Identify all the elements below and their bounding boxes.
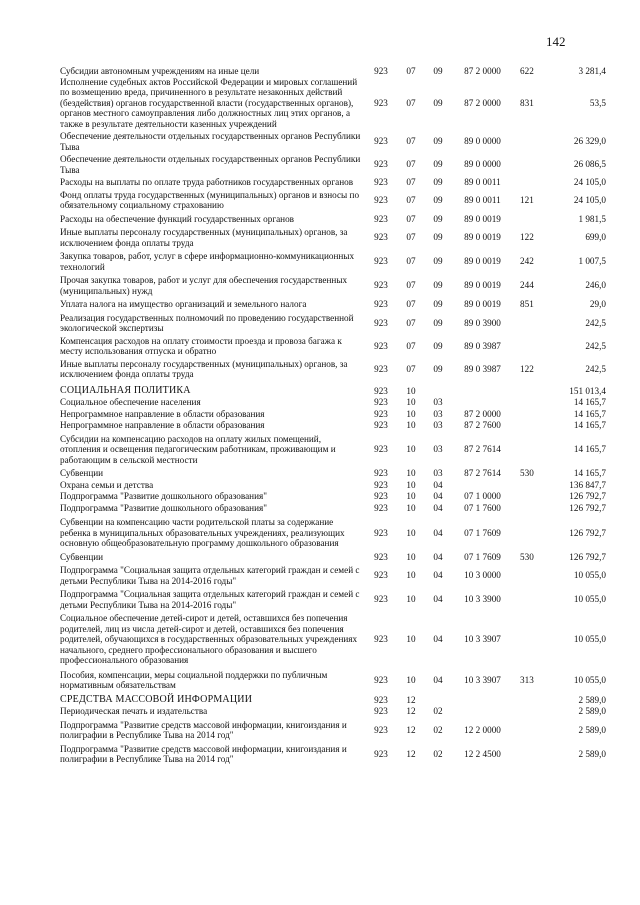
pr-code: 04 xyxy=(433,674,443,685)
item-name: Охрана семьи и детства xyxy=(60,479,154,490)
item-name: Подпрограмма "Социальная защита отдельных категорий граждан и семей с детьми Республики Тыва на 2014-2016 годы" xyxy=(60,589,360,610)
ved-code: 923 xyxy=(374,177,388,187)
cs-code: 89 0 3900 xyxy=(464,317,501,328)
rz-code: 10 xyxy=(406,551,416,562)
item-name: Пособия, компенсации, меры социальной поддержки по публичным нормативным обязательствам xyxy=(60,669,328,690)
page-number: 142 xyxy=(546,34,566,49)
pr-code: 03 xyxy=(433,420,443,430)
ved-code: 923 xyxy=(374,674,388,685)
cs-code: 89 0 0019 xyxy=(464,256,501,267)
rz-code: 07 xyxy=(406,256,416,267)
ved-code: 923 xyxy=(374,694,388,705)
table-row xyxy=(60,359,606,380)
ved-code: 923 xyxy=(374,444,388,454)
rz-code: 07 xyxy=(406,66,416,76)
ved-code: 923 xyxy=(374,340,388,351)
pr-code: 09 xyxy=(433,256,443,267)
ved-code: 923 xyxy=(374,136,388,147)
cs-code: 87 2 7614 xyxy=(464,444,501,454)
table-row xyxy=(60,720,606,741)
item-name: Периодическая печать и издательства xyxy=(60,706,208,716)
ved-code: 923 xyxy=(374,748,388,759)
table-row xyxy=(60,613,606,666)
rz-code: 10 xyxy=(406,570,416,581)
ved-code: 923 xyxy=(374,280,388,291)
pr-code: 04 xyxy=(433,491,443,501)
item-name: Социальное обеспечение детей-сирот и детей, оставшихся без попечения родителей, лиц из числа детей-сирот и детей, оставшихся без попечения родителей, обучающихся в государственных образовательных учреждениях начального, среднего профессионального образования и высшего профессионального образования xyxy=(60,613,358,665)
pr-code: 09 xyxy=(433,213,443,224)
amount: 242,5 xyxy=(585,340,606,351)
rz-code: 07 xyxy=(406,159,416,170)
item-name: Субсидии автономным учреждениям на иные цели xyxy=(60,66,260,76)
rz-code: 07 xyxy=(406,317,416,328)
ved-code: 923 xyxy=(374,397,388,407)
pr-code: 04 xyxy=(433,570,443,581)
amount: 24 105,0 xyxy=(573,177,606,187)
table-row xyxy=(60,565,606,586)
amount: 151 013,4 xyxy=(569,385,606,396)
item-name: Подпрограмма "Развитие дошкольного образования" xyxy=(60,491,267,501)
cs-code: 10 3 3900 xyxy=(464,594,501,605)
rz-code: 12 xyxy=(406,724,416,735)
section-row xyxy=(60,695,606,706)
amount: 14 165,7 xyxy=(573,420,606,430)
table-row xyxy=(60,313,606,334)
pr-code: 09 xyxy=(433,280,443,291)
rz-code: 07 xyxy=(406,232,416,243)
cs-code: 89 0 0019 xyxy=(464,213,501,224)
cs-code: 89 0 0000 xyxy=(464,159,501,170)
amount: 14 165,7 xyxy=(573,397,606,407)
vr-code: 122 xyxy=(520,232,534,243)
table-row xyxy=(60,744,606,765)
ved-code: 923 xyxy=(374,213,388,224)
item-name: СРЕДСТВА МАССОВОЙ ИНФОРМАЦИИ xyxy=(60,693,253,705)
cs-code: 07 1 7600 xyxy=(464,502,501,513)
amount: 242,5 xyxy=(585,317,606,328)
amount: 10 055,0 xyxy=(573,674,606,685)
ved-code: 923 xyxy=(374,299,388,309)
cs-code: 89 0 0011 xyxy=(464,194,501,205)
cs-code: 10 3 3907 xyxy=(464,674,501,685)
item-name: Субвенции xyxy=(60,468,104,478)
ved-code: 923 xyxy=(374,594,388,605)
ved-code: 923 xyxy=(374,706,388,716)
section-row xyxy=(60,386,606,397)
rz-code: 12 xyxy=(406,706,416,716)
ved-code: 923 xyxy=(374,502,388,513)
ved-code: 923 xyxy=(374,194,388,205)
amount: 14 165,7 xyxy=(573,444,606,454)
rz-code: 10 xyxy=(406,674,416,685)
rz-code: 10 xyxy=(406,634,416,644)
cs-code: 89 0 0011 xyxy=(464,177,501,187)
cs-code: 87 2 0000 xyxy=(464,66,501,76)
pr-code: 03 xyxy=(433,397,443,407)
cs-code: 89 0 0019 xyxy=(464,299,501,309)
table-row xyxy=(60,491,606,502)
amount: 126 792,7 xyxy=(569,551,606,562)
item-name: Закупка товаров, работ, услуг в сфере информационно-коммуникационных технологий xyxy=(60,251,355,272)
rz-code: 07 xyxy=(406,177,416,187)
rz-code: 10 xyxy=(406,420,416,430)
amount: 246,0 xyxy=(585,280,606,291)
amount: 126 792,7 xyxy=(569,491,606,501)
ved-code: 923 xyxy=(374,491,388,501)
cs-code: 10 3 0000 xyxy=(464,570,501,581)
amount: 126 792,7 xyxy=(569,502,606,513)
amount: 10 055,0 xyxy=(573,594,606,605)
vr-code: 622 xyxy=(520,66,534,76)
vr-code: 851 xyxy=(520,299,534,309)
ved-code: 923 xyxy=(374,479,388,490)
pr-code: 04 xyxy=(433,634,443,644)
cs-code: 87 2 0000 xyxy=(464,408,501,419)
item-name: Субвенции xyxy=(60,551,104,562)
pr-code: 09 xyxy=(433,159,443,170)
table-row xyxy=(60,706,606,717)
cs-code: 07 1 7609 xyxy=(464,527,501,538)
item-name: Расходы на выплаты по оплате труда работников государственных органов xyxy=(60,177,354,187)
pr-code: 09 xyxy=(433,66,443,76)
table-row xyxy=(60,214,606,225)
rz-code: 07 xyxy=(406,136,416,147)
amount: 26 086,5 xyxy=(573,159,606,170)
item-name: Непрограммное направление в области образования xyxy=(60,420,265,430)
vr-code: 530 xyxy=(520,468,534,478)
rz-code: 07 xyxy=(406,213,416,224)
item-name: Обеспечение деятельности отдельных государственных органов Республики Тыва xyxy=(60,131,361,152)
table-row xyxy=(60,434,606,466)
amount: 14 165,7 xyxy=(573,468,606,478)
ved-code: 923 xyxy=(374,159,388,170)
item-name: СОЦИАЛЬНАЯ ПОЛИТИКА xyxy=(60,384,191,396)
amount: 10 055,0 xyxy=(573,634,606,644)
table-row xyxy=(60,275,606,296)
vr-code: 122 xyxy=(520,363,534,374)
vr-code: 244 xyxy=(520,280,534,291)
ved-code: 923 xyxy=(374,570,388,581)
ved-code: 923 xyxy=(374,232,388,243)
ved-code: 923 xyxy=(374,420,388,430)
amount: 1 981,5 xyxy=(578,213,606,224)
rz-code: 10 xyxy=(406,397,416,407)
item-name: Подпрограмма "Развитие средств массовой информации, книгоиздания и полиграфии в Республике Тыва на 2014 год" xyxy=(60,719,347,740)
ved-code: 923 xyxy=(374,634,388,644)
cs-code: 10 3 3907 xyxy=(464,634,501,644)
amount: 2 589,0 xyxy=(578,706,606,716)
ved-code: 923 xyxy=(374,408,388,419)
amount: 24 105,0 xyxy=(573,194,606,205)
pr-code: 09 xyxy=(433,317,443,328)
ved-code: 923 xyxy=(374,551,388,562)
item-name: Социальное обеспечение населения xyxy=(60,397,201,407)
table-row xyxy=(60,154,606,175)
table-row xyxy=(60,251,606,272)
vr-code: 121 xyxy=(520,194,534,205)
ved-code: 923 xyxy=(374,97,388,108)
pr-code: 09 xyxy=(433,232,443,243)
rz-code: 10 xyxy=(406,444,416,454)
budget-table xyxy=(60,66,606,765)
amount: 242,5 xyxy=(585,363,606,374)
rz-code: 10 xyxy=(406,468,416,478)
pr-code: 09 xyxy=(433,177,443,187)
ved-code: 923 xyxy=(374,317,388,328)
item-name: Реализация государственных полномочий по проведению государственной экологической экспертизы xyxy=(60,312,354,333)
cs-code: 12 2 0000 xyxy=(464,724,501,735)
item-name: Обеспечение деятельности отдельных государственных органов Республики Тыва xyxy=(60,154,361,175)
table-row xyxy=(60,336,606,357)
amount: 1 007,5 xyxy=(578,256,606,267)
amount: 53,5 xyxy=(589,97,606,108)
rz-code: 10 xyxy=(406,491,416,501)
rz-code: 07 xyxy=(406,97,416,108)
rz-code: 07 xyxy=(406,194,416,205)
cs-code: 07 1 7609 xyxy=(464,551,501,562)
item-name: Подпрограмма "Развитие средств массовой информации, книгоиздания и полиграфии в Республике Тыва на 2014 год" xyxy=(60,743,347,764)
cs-code: 89 0 0019 xyxy=(464,280,501,291)
pr-code: 09 xyxy=(433,136,443,147)
ved-code: 923 xyxy=(374,724,388,735)
amount: 10 055,0 xyxy=(573,570,606,581)
table-row xyxy=(60,480,606,491)
pr-code: 09 xyxy=(433,299,443,309)
ved-code: 923 xyxy=(374,468,388,478)
item-name: Подпрограмма "Социальная защита отдельных категорий граждан и семей с детьми Республики Тыва на 2014-2016 годы" xyxy=(60,565,360,586)
rz-code: 10 xyxy=(406,408,416,419)
pr-code: 04 xyxy=(433,551,443,562)
amount: 3 281,4 xyxy=(578,66,606,76)
item-name: Субвенции на компенсацию части родительской платы за содержание ребенка в муниципальных образовательных учреждениях, реализующих основную общеобразовательную программу дошкольного образования xyxy=(60,517,345,548)
table-row xyxy=(60,517,606,549)
rz-code: 10 xyxy=(406,502,416,513)
rz-code: 10 xyxy=(406,527,416,538)
cs-code: 89 0 3987 xyxy=(464,363,501,374)
amount: 136 847,7 xyxy=(569,479,606,490)
table-row xyxy=(60,503,606,514)
pr-code: 02 xyxy=(433,706,443,716)
rz-code: 07 xyxy=(406,340,416,351)
pr-code: 09 xyxy=(433,340,443,351)
rz-code: 12 xyxy=(406,748,416,759)
pr-code: 03 xyxy=(433,468,443,478)
vr-code: 313 xyxy=(520,674,534,685)
table-row xyxy=(60,670,606,691)
rz-code: 12 xyxy=(406,694,416,705)
ved-code: 923 xyxy=(374,363,388,374)
table-row xyxy=(60,409,606,420)
table-row xyxy=(60,66,606,77)
table-row xyxy=(60,468,606,479)
item-name: Компенсация расходов на оплату стоимости проезда и провоза багажа к месту использования отпуска и обратно xyxy=(60,335,342,356)
item-name: Уплата налога на имущество организаций и земельного налога xyxy=(60,299,307,309)
pr-code: 03 xyxy=(433,444,443,454)
pr-code: 09 xyxy=(433,194,443,205)
amount: 14 165,7 xyxy=(573,408,606,419)
item-name: Иные выплаты персоналу государственных (муниципальных) органов, за исключением фонда оплаты труда xyxy=(60,358,348,379)
pr-code: 02 xyxy=(433,748,443,759)
pr-code: 03 xyxy=(433,408,443,419)
ved-code: 923 xyxy=(374,527,388,538)
rz-code: 10 xyxy=(406,594,416,605)
cs-code: 87 2 7600 xyxy=(464,420,501,430)
amount: 126 792,7 xyxy=(569,527,606,538)
item-name: Фонд оплаты труда государственных (муниципальных) органов и взносы по обязательному социальному страхованию xyxy=(60,189,360,210)
pr-code: 09 xyxy=(433,97,443,108)
rz-code: 10 xyxy=(406,385,416,396)
cs-code: 89 0 3987 xyxy=(464,340,501,351)
item-name: Прочая закупка товаров, работ и услуг для обеспечения государственных (муниципальных) нужд xyxy=(60,275,348,296)
table-row xyxy=(60,227,606,248)
table-row xyxy=(60,589,606,610)
table-row xyxy=(60,177,606,188)
pr-code: 04 xyxy=(433,527,443,538)
vr-code: 242 xyxy=(520,256,534,267)
ved-code: 923 xyxy=(374,385,388,396)
pr-code: 04 xyxy=(433,502,443,513)
table-row xyxy=(60,552,606,563)
table-row xyxy=(60,420,606,431)
vr-code: 831 xyxy=(520,97,534,108)
vr-code: 530 xyxy=(520,551,534,562)
item-name: Иные выплаты персоналу государственных (муниципальных) органов, за исключением фонда оплаты труда xyxy=(60,227,348,248)
pr-code: 04 xyxy=(433,479,443,490)
amount: 26 329,0 xyxy=(573,136,606,147)
rz-code: 10 xyxy=(406,479,416,490)
ved-code: 923 xyxy=(374,256,388,267)
amount: 699,0 xyxy=(585,232,606,243)
cs-code: 12 2 4500 xyxy=(464,748,501,759)
amount: 2 589,0 xyxy=(578,694,606,705)
table-row xyxy=(60,299,606,310)
table-row xyxy=(60,397,606,408)
item-name: Подпрограмма "Развитие дошкольного образования" xyxy=(60,502,267,513)
ved-code: 923 xyxy=(374,66,388,76)
table-row xyxy=(60,131,606,152)
cs-code: 87 2 0000 xyxy=(464,97,501,108)
pr-code: 02 xyxy=(433,724,443,735)
cs-code: 07 1 0000 xyxy=(464,491,501,501)
item-name: Расходы на обеспечение функций государственных органов xyxy=(60,213,295,224)
rz-code: 07 xyxy=(406,299,416,309)
pr-code: 09 xyxy=(433,363,443,374)
cs-code: 87 2 7614 xyxy=(464,468,501,478)
rz-code: 07 xyxy=(406,280,416,291)
item-name: Исполнение судебных актов Российской Федерации и мировых соглашений по возмещению вреда, причиненного в результате незаконных действий (бездействия) органов государственной власти (государственных органов), органов местного самоуправления либо должностных лиц этих органов, а также в результате деятельности казенных учреждений xyxy=(60,76,358,129)
item-name: Непрограммное направление в области образования xyxy=(60,408,265,419)
pr-code: 04 xyxy=(433,594,443,605)
rz-code: 07 xyxy=(406,363,416,374)
table-row xyxy=(60,77,606,130)
table-row xyxy=(60,190,606,211)
amount: 2 589,0 xyxy=(578,748,606,759)
item-name: Субсидии на компенсацию расходов на оплату жилых помещений, отопления и освещения педагогическим работникам, проживающим и работающим в сельской местности xyxy=(60,433,336,465)
cs-code: 89 0 0019 xyxy=(464,232,501,243)
amount: 29,0 xyxy=(589,299,606,309)
amount: 2 589,0 xyxy=(578,724,606,735)
cs-code: 89 0 0000 xyxy=(464,136,501,147)
